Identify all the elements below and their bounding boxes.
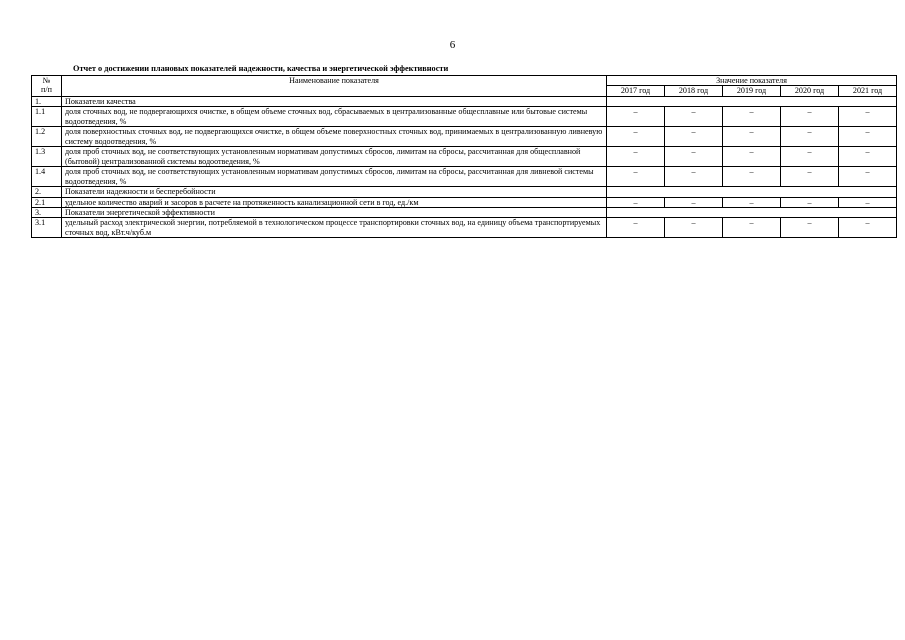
row-name: удельный расход электрической энергии, потребляемой в технологическом процессе транспортировки сточных вод, на единицу объема транспортируемых сточных вод, кВт.ч/куб.м (62, 218, 607, 238)
row-value: – (723, 218, 781, 238)
row-name: Показатели качества (62, 96, 607, 106)
row-value: – (839, 127, 897, 147)
table-row (32, 197, 897, 207)
row-name: доля проб сточных вод, не соответствующих установленным нормативам допустимых сбросов, лимитам на сбросы, рассчитанная для ливневой системы водоотведения, % (62, 167, 607, 187)
row-value: – (723, 197, 781, 207)
row-value: – (781, 197, 839, 207)
row-value: – (607, 127, 665, 147)
row-empty (607, 208, 897, 218)
row-value: – (781, 107, 839, 127)
row-value: – (665, 218, 723, 238)
row-value: – (607, 167, 665, 187)
table-row (32, 147, 897, 167)
table-row (32, 167, 897, 187)
row-value: – (607, 197, 665, 207)
row-value: – (723, 127, 781, 147)
table-header-row (32, 76, 897, 86)
row-value: – (723, 107, 781, 127)
row-num: 1. (32, 96, 62, 106)
row-empty (607, 96, 897, 106)
row-value: – (781, 127, 839, 147)
row-num: 1.2 (32, 127, 62, 147)
indicators-table (31, 75, 897, 238)
row-name: Показатели надежности и бесперебойности (62, 187, 607, 197)
row-value: – (665, 107, 723, 127)
header-num: № п/п (32, 76, 62, 97)
row-name: Показатели энергетической эффективности (62, 208, 607, 218)
row-value: – (781, 167, 839, 187)
row-value: – (839, 218, 897, 238)
table-row (32, 107, 897, 127)
table-row (32, 218, 897, 238)
row-num: 3. (32, 208, 62, 218)
row-num: 1.1 (32, 107, 62, 127)
row-name: доля проб сточных вод, не соответствующих установленным нормативам допустимых сбросов, лимитам на сбросы, рассчитанная для общесплавной (бытовой) централизованной системы водоотведения, % (62, 147, 607, 167)
table-row (32, 96, 897, 106)
row-num: 3.1 (32, 218, 62, 238)
table-row (32, 187, 897, 197)
row-num: 1.4 (32, 167, 62, 187)
row-num: 2.1 (32, 197, 62, 207)
row-value: – (839, 167, 897, 187)
row-empty (607, 187, 897, 197)
row-value: – (665, 167, 723, 187)
row-value: – (607, 218, 665, 238)
row-value: – (723, 167, 781, 187)
row-value: – (839, 197, 897, 207)
page-number: 6 (449, 39, 456, 51)
row-value: – (781, 147, 839, 167)
row-name: доля поверхностных сточных вод, не подвергающихся очистке, в общем объеме поверхностных сточных вод, принимаемых в централизованную ливневую систему водоотведения, % (62, 127, 607, 147)
header-name: Наименование показателя (62, 76, 607, 97)
row-num: 1.3 (32, 147, 62, 167)
row-name: доля сточных вод, не подвергающихся очистке, в общем объеме сточных вод, сбрасываемых в централизованные общесплавные или бытовые системы водоотведения, % (62, 107, 607, 127)
row-value: – (607, 107, 665, 127)
row-value: – (607, 147, 665, 167)
header-year: 2018 год (665, 86, 723, 96)
row-value: – (665, 147, 723, 167)
row-value: – (665, 127, 723, 147)
header-year: 2020 год (781, 86, 839, 96)
row-value: – (839, 147, 897, 167)
report-title: Отчет о достижении плановых показателей надежности, качества и энергетической эффективности (73, 64, 449, 73)
table-row (32, 127, 897, 147)
row-value: – (723, 147, 781, 167)
header-year: 2021 год (839, 86, 897, 96)
row-value: – (665, 197, 723, 207)
header-year: 2019 год (723, 86, 781, 96)
header-values: Значение показателя (607, 76, 897, 86)
row-num: 2. (32, 187, 62, 197)
row-name: удельное количество аварий и засоров в расчете на протяженность канализационной сети в год, ед./км (62, 197, 607, 207)
row-value: – (781, 218, 839, 238)
row-value: – (839, 107, 897, 127)
table-row (32, 208, 897, 218)
header-year: 2017 год (607, 86, 665, 96)
